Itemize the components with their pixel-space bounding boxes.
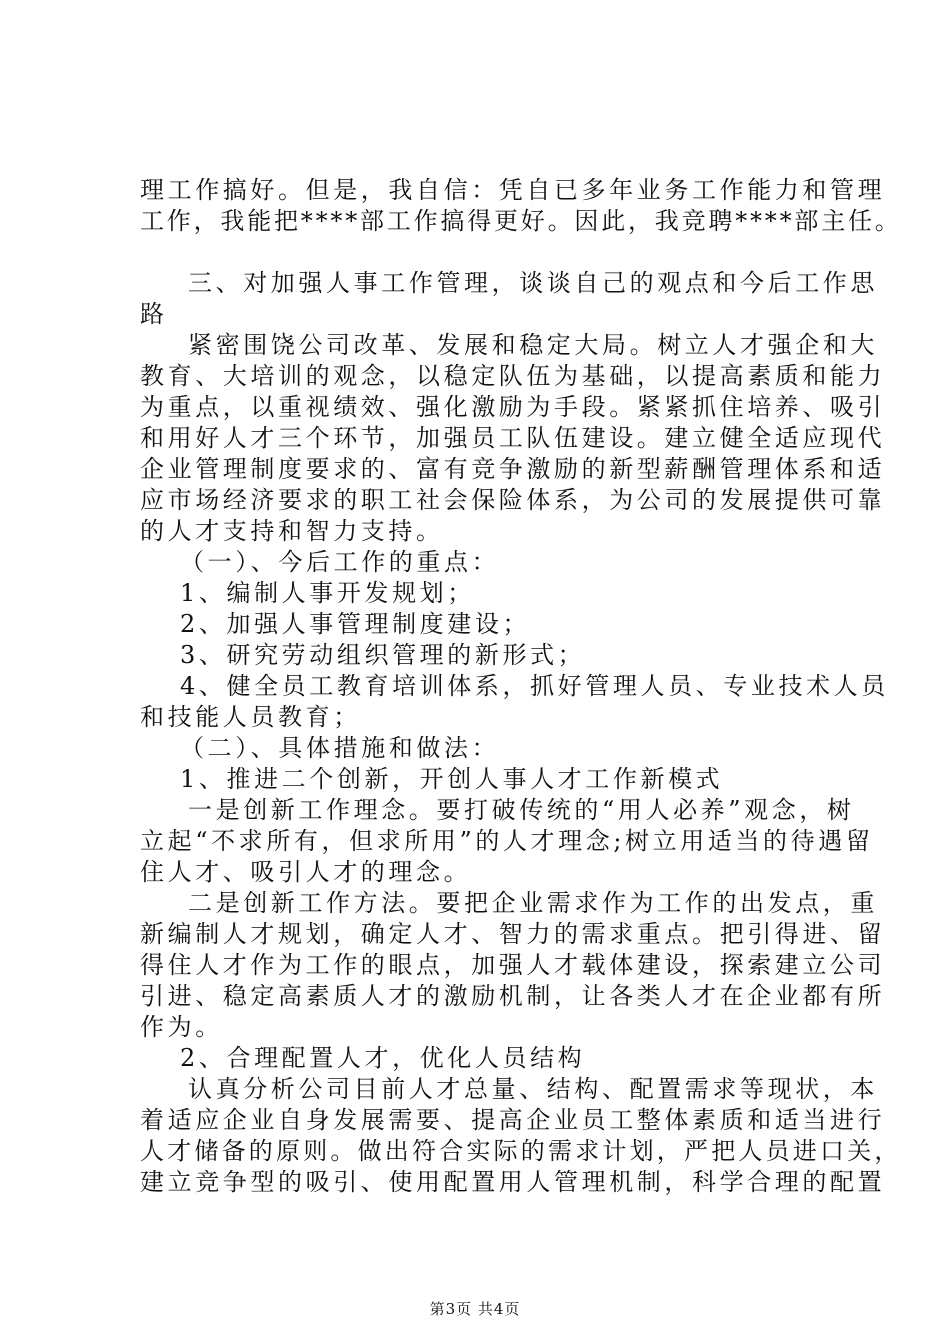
page-number-footer: 第3页 共4页 <box>429 1300 521 1318</box>
paragraph-line: 作为。 <box>140 1013 223 1041</box>
list-item-continuation: 和技能人员教育； <box>140 703 361 731</box>
subsection-heading: （一）、今后工作的重点： <box>180 548 500 576</box>
paragraph-line: 得住人才作为工作的眼点，加强人才载体建设，探索建立公司 <box>140 951 886 979</box>
paragraph-line: 紧密围饶公司改革、发展和稳定大局。树立人才强企和大 <box>188 331 878 359</box>
paragraph-line: 一是创新工作理念。要打破传统的“用人必养”观念，树 <box>188 796 855 824</box>
list-item: 3、研究劳动组织管理的新形式； <box>180 641 586 669</box>
list-item: 2、合理配置人才，优化人员结构 <box>180 1044 586 1072</box>
paragraph-line: 认真分析公司目前人才总量、结构、配置需求等现状，本 <box>188 1075 878 1103</box>
subsection-heading: （二）、具体措施和做法： <box>180 734 500 762</box>
paragraph-line: 教育、大培训的观念，以稳定队伍为基础，以提高素质和能力 <box>140 362 886 390</box>
list-item: 1、推进二个创新，开创人事人才工作新模式 <box>180 765 724 793</box>
paragraph-line: 新编制人才规划，确定人才、智力的需求重点。把引得进、留 <box>140 920 886 948</box>
paragraph-line: 和用好人才三个环节，加强员工队伍建设。建立健全适应现代 <box>140 424 886 452</box>
paragraph-line: 的人才支持和智力支持。 <box>140 517 444 545</box>
paragraph-line: 企业管理制度要求的、富有竞争激励的新型薪酬管理体系和适 <box>140 455 886 483</box>
paragraph-line: 二是创新工作方法。要把企业需求作为工作的出发点，重 <box>188 889 878 917</box>
paragraph-line: 理工作搞好。但是，我自信：凭自已多年业务工作能力和管理 <box>140 176 886 204</box>
paragraph-line: 建立竞争型的吸引、使用配置用人管理机制，科学合理的配置 <box>140 1168 886 1196</box>
section-heading-continuation: 路 <box>140 300 168 328</box>
list-item: 4、健全员工教育培训体系，抓好管理人员、专业技术人员 <box>180 672 889 700</box>
list-item: 2、加强人事管理制度建设； <box>180 610 531 638</box>
list-item: 1、编制人事开发规划； <box>180 579 475 607</box>
paragraph-line: 引进、稳定高素质人才的激励机制，让各类人才在企业都有所 <box>140 982 886 1010</box>
paragraph-line: 住人才、吸引人才的理念。 <box>140 858 472 886</box>
paragraph-line: 立起“不求所有，但求所用”的人才理念;树立用适当的待遇留 <box>140 827 874 855</box>
paragraph-line: 应市场经济要求的职工社会保险体系，为公司的发展提供可靠 <box>140 486 886 514</box>
section-heading: 三、对加强人事工作管理，谈谈自己的观点和今后工作思 <box>188 269 878 297</box>
paragraph-line: 为重点，以重视绩效、强化激励为手段。紧紧抓住培养、吸引 <box>140 393 886 421</box>
paragraph-line: 人才储备的原则。做出符合实际的需求计划，严把人员进口关， <box>140 1137 902 1165</box>
paragraph-line: 工作，我能把****部工作搞得更好。因此，我竞聘****部主任。 <box>140 207 902 235</box>
paragraph-line: 着适应企业自身发展需要、提高企业员工整体素质和适当进行 <box>140 1106 886 1134</box>
